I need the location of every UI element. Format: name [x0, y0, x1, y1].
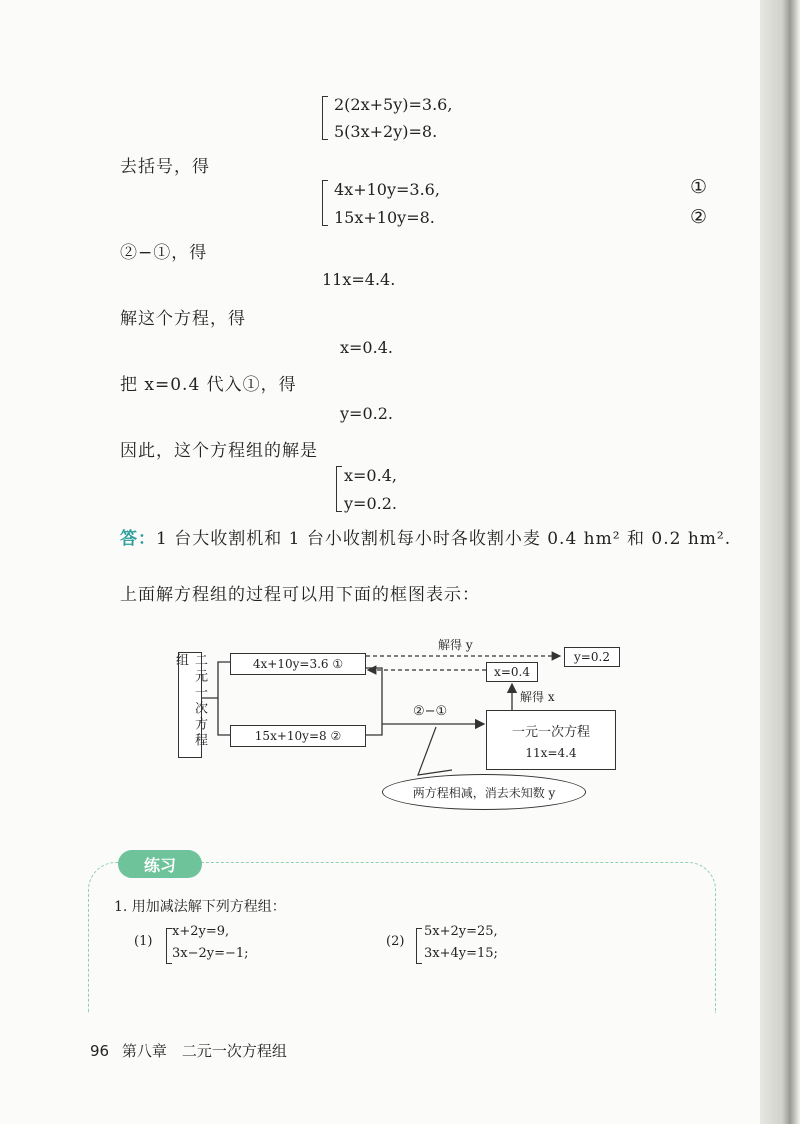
- flowchart-left-label: 二元一次方程组: [178, 652, 202, 758]
- page-number: 96: [90, 1042, 110, 1060]
- flowchart-box-eq2: 15x+10y=8 ②: [230, 725, 366, 747]
- solution-x: x=0.4,: [344, 466, 397, 485]
- diagram-intro: 上面解方程组的过程可以用下面的框图表示：: [120, 585, 480, 605]
- flowchart-box-x: x=0.4: [486, 662, 538, 682]
- system0-eq2: 5(3x+2y)=8.: [334, 122, 438, 141]
- system0-eq1: 2(2x+5y)=3.6,: [334, 95, 453, 114]
- eq-11x: 11x=4.4.: [322, 270, 396, 289]
- flowchart-callout: 两方程相减，消去未知数 y: [382, 774, 586, 810]
- answer-label: 答：: [120, 529, 156, 549]
- flowchart-box-eq1: 4x+10y=3.6 ①: [230, 653, 366, 675]
- eq-y: y=0.2.: [340, 404, 393, 423]
- exercise-p1-label: (1): [134, 934, 153, 949]
- eq-x: x=0.4.: [340, 338, 393, 357]
- step3-text: 解这个方程，得: [120, 309, 246, 329]
- flowchart-solve-x-label: 解得 x: [520, 690, 555, 704]
- step4-text: 把 x=0.4 代入①，得: [120, 375, 297, 395]
- answer-text: 1 台大收割机和 1 台小收割机每小时各收割小麦 0.4 hm² 和 0.2 hm².: [156, 529, 732, 549]
- flowchart-linear-eq: 11x=4.4: [525, 745, 577, 760]
- exercise-p1-eq2: 3x−2y=−1;: [172, 946, 249, 961]
- footer: [90, 1040, 287, 1061]
- step2-text: ②−①，得: [120, 243, 208, 263]
- exercise-tag: 练习: [118, 850, 202, 878]
- exercise-p2-eq2: 3x+4y=15;: [424, 946, 498, 961]
- step1-text: 去括号，得: [120, 157, 210, 177]
- flowchart-op-label: ②−①: [413, 704, 448, 719]
- equation-mark-2: ②: [690, 206, 708, 228]
- flowchart-box-linear: [486, 710, 616, 770]
- exercise-p2-label: (2): [386, 934, 405, 949]
- flowchart-box-y: y=0.2: [564, 647, 620, 667]
- exercise-p1-eq1: x+2y=9,: [172, 924, 230, 939]
- chapter-title: 第八章 二元一次方程组: [121, 1042, 287, 1060]
- system1-eq1: 4x+10y=3.6,: [334, 180, 440, 199]
- exercise-p2-eq1: 5x+2y=25,: [424, 924, 498, 939]
- exercise-q1: 1. 用加减法解下列方程组：: [114, 899, 286, 915]
- book-spine-shadow: [760, 0, 800, 1124]
- step5-text: 因此，这个方程组的解是: [120, 441, 318, 461]
- equation-mark-1: ①: [690, 176, 708, 198]
- system1-eq2: 15x+10y=8.: [334, 208, 435, 227]
- solution-y: y=0.2.: [344, 494, 397, 513]
- flowchart-linear-title: 一元一次方程: [511, 724, 590, 740]
- flowchart-solve-y-label: 解得 y: [438, 638, 473, 652]
